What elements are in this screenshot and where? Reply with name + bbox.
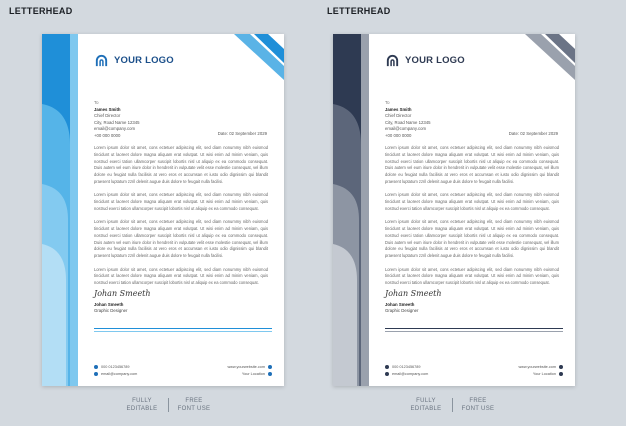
body-paragraph: Lorem ipsum dolor sit amet, cons ectetuer adipiscing elit, sed diam nonummy nibh euismod tincidunt ut laoreet dolore magna aliquam erat volutpat. Ut wisi enim ad minim veniam, quis nostrud exerci tation ullamcorper suscipit lobortis nisl ut aliquip ex ea commodo consequat. Duis autem vel eum iriure dolor in hendrerit in vulputate velit esse molestie consequat, vel illum dolore eu feugiat nulla facilisis at vero eros et accumsan et iusto odio dignissim qui blandit praesent luptatum zzril delenit augue duis dolore te feugait nulla facilisi.	[385, 219, 559, 258]
email-icon	[385, 372, 389, 376]
recipient-email: email@company.com	[94, 126, 136, 132]
caption-divider	[168, 398, 169, 412]
logo	[94, 53, 174, 68]
caption-free-font: FREE FONT USE	[461, 398, 495, 412]
body-paragraph: Lorem ipsum dolor sit amet, cons ectetuer adipiscing elit, sed diam nonummy nibh euismod tincidunt ut laoreet dolore magna aliquam erat volutpat. Ut wisi enim ad minim veniam, quis nostrud exerci tation ullamcorper suscipit lobortis nisl ut aliquip ex ea commodo consequat. Duis autem vel eum iriure dolor in hendrerit in vulputate velit esse molestie consequat, vel illum dolore eu feugiat nulla facilisis at vero eros et accumsan et iusto odio dignissim qui blandit praesent luptatum zzril delenit augue duis dolore te feugait nulla facilisi.	[94, 145, 268, 184]
footer-email: email@company.com	[392, 372, 429, 376]
signer-role: Graphic Designer	[385, 308, 419, 314]
email-icon	[94, 372, 98, 376]
footer-location: Your Location	[241, 372, 265, 376]
footer-phone: 000 0123456789	[392, 365, 421, 369]
recipient-address	[94, 100, 140, 140]
footer-website: www.yourwebsite.com	[227, 365, 265, 369]
logo-text: YOUR LOGO	[114, 55, 174, 66]
location-pin-icon	[559, 372, 563, 376]
signer-name: Johan Smeeth	[94, 302, 124, 307]
footer-email: email@company.com	[101, 372, 138, 376]
logo	[385, 53, 465, 68]
letter-date: Date: 02 September 2029	[217, 131, 267, 136]
letter-body	[385, 145, 559, 294]
logo-text: YOUR LOGO	[405, 55, 465, 66]
signature: Johan Smeeth	[385, 289, 442, 298]
caption-divider	[452, 398, 453, 412]
recipient-email: email@company.com	[385, 126, 427, 132]
globe-icon	[559, 365, 563, 369]
body-paragraph: Lorem ipsum dolor sit amet, cons ectetuer adipiscing elit, sed diam nonummy nibh euismod tincidunt ut laoreet dolore magna aliquam erat volutpat. Ut wisi enim ad minim veniam, quis nostrud exerci tation ullamcorper suscipit lobortis nisl ut aliquip ex ea commodo consequat.	[385, 192, 559, 211]
recipient-name: James Smith	[94, 106, 121, 112]
letterhead-page-navy	[333, 34, 575, 386]
signer-role: Graphic Designer	[94, 308, 128, 314]
to-label: To	[385, 100, 390, 105]
logo-mark-icon	[385, 53, 400, 68]
location-pin-icon	[268, 372, 272, 376]
footer-phone: 000 0123456789	[101, 365, 130, 369]
recipient-phone: +00 000 0000	[385, 132, 412, 138]
footer-rule-light	[385, 331, 563, 332]
footer-contact-right	[518, 364, 563, 378]
footer-contact-left	[385, 364, 428, 378]
recipient-phone: +00 000 0000	[94, 132, 121, 138]
body-paragraph: Lorem ipsum dolor sit amet, cons ectetuer adipiscing elit, sed diam nonummy nibh euismod tincidunt ut laoreet dolore magna aliquam erat volutpat. Ut wisi enim ad minim veniam, quis nostrud exerci tation ullamcorper suscipit lobortis nisl ut aliquip ex ea commodo consequat.	[385, 266, 559, 285]
globe-icon	[268, 365, 272, 369]
letterhead-page-blue	[42, 34, 284, 386]
footer-website: www.yourwebsite.com	[518, 365, 556, 369]
footer-contact-left	[94, 364, 137, 378]
letter-body	[94, 145, 268, 294]
caption-fully-editable: FULLY EDITABLE	[410, 398, 442, 412]
panel-title-left: LETTERHEAD	[9, 6, 73, 16]
phone-icon	[94, 365, 98, 369]
body-paragraph: Lorem ipsum dolor sit amet, cons ectetuer adipiscing elit, sed diam nonummy nibh euismod tincidunt ut laoreet dolore magna aliquam erat volutpat. Ut wisi enim ad minim veniam, quis nostrud exerci tation ullamcorper suscipit lobortis nisl ut aliquip ex ea commodo consequat. Duis autem vel eum iriure dolor in hendrerit in vulputate velit esse molestie consequat, vel illum dolore eu feugiat nulla facilisis at vero eros et accumsan et iusto odio dignissim qui blandit praesent luptatum zzril delenit augue duis dolore te feugait nulla facilisi.	[94, 219, 268, 258]
footer-contact-right	[227, 364, 272, 378]
recipient-position: Chief Director	[94, 113, 121, 119]
recipient-address-line: City, Road Name 12345	[94, 119, 140, 125]
caption-free-font: FREE FONT USE	[177, 398, 211, 412]
footer-rule	[385, 328, 563, 329]
footer-location: Your Location	[532, 372, 556, 376]
phone-icon	[385, 365, 389, 369]
recipient-address-line: City, Road Name 12345	[385, 119, 431, 125]
signature: Johan Smeeth	[94, 289, 151, 298]
panel-title-right: LETTERHEAD	[327, 6, 391, 16]
signer-block	[385, 302, 418, 314]
logo-mark-icon	[94, 53, 109, 68]
recipient-position: Chief Director	[385, 113, 412, 119]
recipient-name: James Smith	[385, 106, 412, 112]
footer-rule-light	[94, 331, 272, 332]
body-paragraph: Lorem ipsum dolor sit amet, cons ectetuer adipiscing elit, sed diam nonummy nibh euismod tincidunt ut laoreet dolore magna aliquam erat volutpat. Ut wisi enim ad minim veniam, quis nostrud exerci tation ullamcorper suscipit lobortis nisl ut aliquip ex ea commodo consequat.	[94, 192, 268, 211]
caption-fully-editable: FULLY EDITABLE	[126, 398, 158, 412]
to-label: To	[94, 100, 99, 105]
letter-date: Date: 02 September 2029	[508, 131, 558, 136]
body-paragraph: Lorem ipsum dolor sit amet, cons ectetuer adipiscing elit, sed diam nonummy nibh euismod tincidunt ut laoreet dolore magna aliquam erat volutpat. Ut wisi enim ad minim veniam, quis nostrud exerci tation ullamcorper suscipit lobortis nisl ut aliquip ex ea commodo consequat. Duis autem vel eum iriure dolor in hendrerit in vulputate velit esse molestie consequat, vel illum dolore eu feugiat nulla facilisis at vero eros et accumsan et iusto odio dignissim qui blandit praesent luptatum zzril delenit augue duis dolore te feugait nulla facilisi.	[385, 145, 559, 184]
footer-rule	[94, 328, 272, 329]
signer-block	[94, 302, 127, 314]
signer-name: Johan Smeeth	[385, 302, 415, 307]
body-paragraph: Lorem ipsum dolor sit amet, cons ectetuer adipiscing elit, sed diam nonummy nibh euismod tincidunt ut laoreet dolore magna aliquam erat volutpat. Ut wisi enim ad minim veniam, quis nostrud exerci tation ullamcorper suscipit lobortis nisl ut aliquip ex ea commodo consequat.	[94, 266, 268, 285]
recipient-address	[385, 100, 431, 140]
